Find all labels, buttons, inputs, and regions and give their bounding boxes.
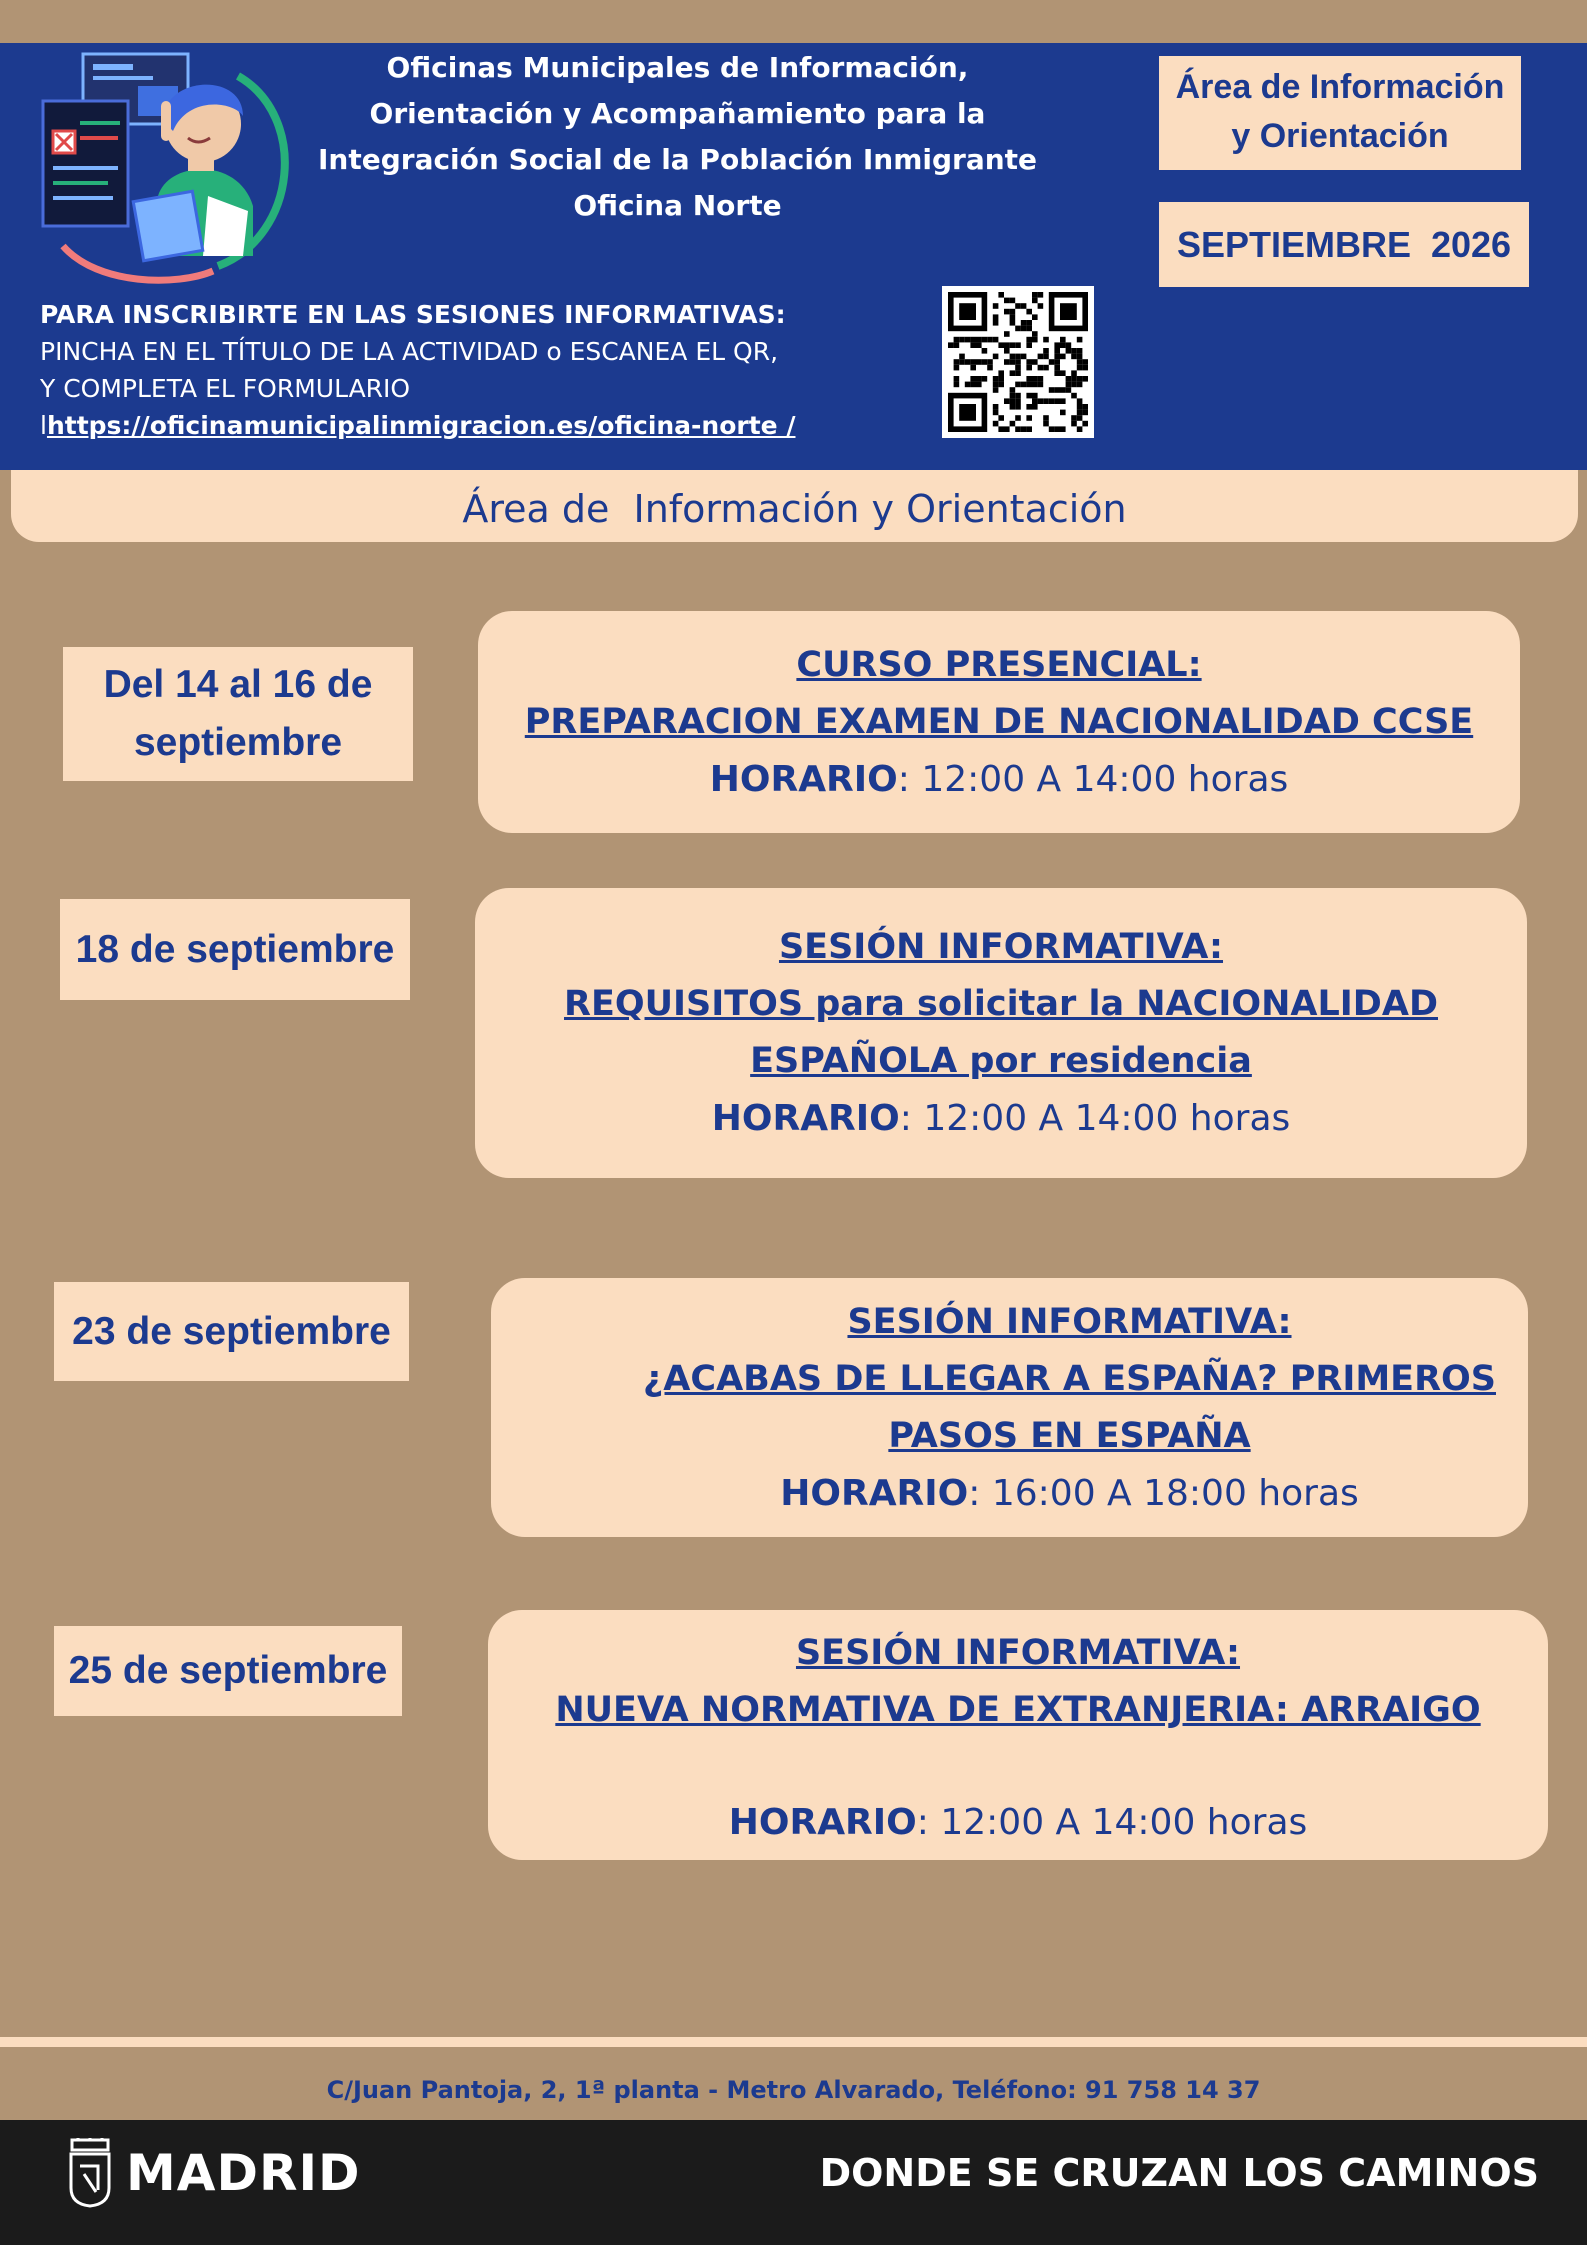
inscription-block (40, 296, 795, 444)
qr-module (1004, 342, 1010, 348)
qr-module (1077, 359, 1083, 365)
qr-module (948, 342, 954, 348)
qr-module (1032, 292, 1038, 298)
qr-module (1054, 359, 1060, 365)
inscription-heading: PARA INSCRIBIRTE EN LAS SESIONES INFORMATIVAS: (40, 300, 786, 329)
qr-module (1077, 404, 1083, 410)
qr-module (993, 354, 999, 360)
qr-module (987, 365, 993, 371)
qr-module (954, 337, 960, 343)
qr-module (1054, 342, 1060, 348)
qr-module (1010, 354, 1016, 360)
qr-module (1071, 421, 1077, 427)
schedule-value: : 12:00 A 14:00 horas (899, 1098, 1291, 1139)
qr-module (1010, 314, 1016, 320)
qr-module (1015, 342, 1021, 348)
qr-module (1004, 331, 1010, 337)
qr-module (1021, 303, 1027, 309)
qr-module (1077, 398, 1083, 404)
qr-module (998, 415, 1004, 421)
card-spacer (488, 1739, 1548, 1794)
event-card (491, 1278, 1528, 1537)
qr-module (1077, 426, 1083, 432)
qr-module (1032, 359, 1038, 365)
qr-module (1032, 314, 1038, 320)
qr-module (970, 342, 976, 348)
qr-module (1066, 342, 1072, 348)
qr-module (1021, 354, 1027, 360)
qr-module (1038, 303, 1044, 309)
qr-module (1026, 426, 1032, 432)
person-with-documents-illustration (38, 46, 303, 286)
event-title-line[interactable]: SESIÓN INFORMATIVA: (778, 927, 1224, 967)
qr-module (987, 337, 993, 343)
qr-module (1054, 370, 1060, 376)
qr-module (993, 410, 999, 416)
qr-module (1032, 298, 1038, 304)
qr-module (1054, 387, 1060, 393)
qr-module (1038, 382, 1044, 388)
qr-module (976, 376, 982, 382)
qr-module (1066, 382, 1072, 388)
qr-module (1026, 415, 1032, 421)
qr-module (1071, 393, 1077, 399)
qr-module (970, 337, 976, 343)
schedule-value: : 16:00 A 18:00 horas (968, 1472, 1359, 1514)
qr-module (1082, 421, 1088, 427)
qr-module (970, 365, 976, 371)
qr-module (1071, 370, 1077, 376)
qr-module (1004, 398, 1010, 404)
qr-module (1026, 320, 1032, 326)
qr-module (1021, 320, 1027, 326)
event-schedule (611, 1465, 1528, 1522)
month-badge: SEPTIEMBRE 2026 (1159, 202, 1529, 287)
qr-module (1071, 348, 1077, 354)
qr-module (1077, 415, 1083, 421)
event-schedule (475, 1090, 1527, 1147)
event-date (54, 1626, 402, 1716)
qr-module (970, 359, 976, 365)
madrid-logo-text: MADRID (126, 2144, 361, 2202)
qr-module (1077, 365, 1083, 371)
schedule-label: HORARIO (711, 1098, 900, 1139)
event-date (54, 1282, 409, 1381)
qr-module (1038, 292, 1044, 298)
qr-module (1043, 398, 1049, 404)
event-date-text: 25 de septiembre (68, 1649, 388, 1692)
qr-module (1060, 426, 1066, 432)
qr-module (987, 359, 993, 365)
qr-module (1077, 410, 1083, 416)
qr-code-graphic (942, 286, 1094, 438)
footer-divider (0, 2037, 1587, 2047)
area-badge (1159, 56, 1521, 170)
qr-module (1021, 426, 1027, 432)
qr-module (1015, 365, 1021, 371)
qr-module (959, 354, 965, 360)
qr-module (1043, 348, 1049, 354)
qr-module (1010, 298, 1016, 304)
header-title-line: Oficinas Municipales de Información, (386, 51, 969, 84)
qr-module (1038, 354, 1044, 360)
qr-module (1032, 376, 1038, 382)
qr-module (998, 342, 1004, 348)
area-badge-line: y Orientación (1231, 117, 1449, 155)
qr-module (1026, 382, 1032, 388)
qr-module (1010, 370, 1016, 376)
event-card (475, 888, 1527, 1178)
qr-module (993, 382, 999, 388)
qr-module (954, 365, 960, 371)
qr-module (1032, 382, 1038, 388)
footer-address: C/Juan Pantoja, 2, 1ª planta - Metro Alvarado, Teléfono: 91 758 14 37 (326, 2076, 1261, 2104)
inscription-line: PINCHA EN EL TÍTULO DE LA ACTIVIDAD o ESCANEA EL QR, (40, 337, 779, 366)
qr-module (1060, 337, 1066, 343)
qr-module (1043, 365, 1049, 371)
qr-module (1021, 382, 1027, 388)
registration-link[interactable]: https://oficinamunicipalinmigracion.es/oficina-norte / (46, 411, 796, 440)
qr-module (1015, 303, 1021, 309)
area-section-title: Área de Información y Orientación (11, 470, 1578, 542)
qr-module (1077, 354, 1083, 360)
qr-module (998, 376, 1004, 382)
qr-module (1060, 410, 1066, 416)
qr-module (1010, 404, 1016, 410)
qr-module (993, 387, 999, 393)
qr-module (1021, 326, 1027, 332)
qr-module (1082, 404, 1088, 410)
madrid-logo (68, 2133, 361, 2213)
qr-module (1026, 337, 1032, 343)
qr-module (1077, 337, 1083, 343)
event-title-line[interactable]: NUEVA NORMATIVA DE EXTRANJERIA: ARRAIGO (555, 1690, 1481, 1730)
event-title-line[interactable]: PASOS EN ESPAÑA (888, 1415, 1251, 1456)
qr-module (1015, 393, 1021, 399)
qr-module (1054, 398, 1060, 404)
qr-module (1049, 398, 1055, 404)
qr-module (1038, 398, 1044, 404)
event-title-line[interactable]: SESIÓN INFORMATIVA: (847, 1301, 1292, 1342)
event-title-line[interactable]: ESPAÑOLA por residencia (750, 1041, 1252, 1081)
qr-module (1043, 421, 1049, 427)
qr-module (1004, 426, 1010, 432)
qr-module (965, 337, 971, 343)
qr-module (1010, 398, 1016, 404)
event-schedule (488, 1794, 1548, 1851)
qr-module (954, 342, 960, 348)
schedule-value: : 12:00 A 14:00 horas (916, 1802, 1308, 1843)
event-date-text: 23 de septiembre (72, 1309, 391, 1353)
qr-module (1049, 426, 1055, 432)
qr-module (993, 337, 999, 343)
qr-module (998, 426, 1004, 432)
qr-code-icon[interactable] (942, 286, 1094, 438)
inscription-link-line (40, 407, 795, 444)
event-date-text: Del 14 al 16 de septiembre (103, 663, 373, 764)
qr-module (1015, 426, 1021, 432)
qr-module (1082, 365, 1088, 371)
qr-module (1004, 348, 1010, 354)
qr-module (1049, 359, 1055, 365)
event-date-text: 18 de septiembre (75, 927, 395, 971)
event-date (63, 647, 413, 781)
qr-module (1026, 326, 1032, 332)
qr-module (1066, 376, 1072, 382)
qr-module (1071, 376, 1077, 382)
qr-module (1077, 382, 1083, 388)
qr-module (1015, 404, 1021, 410)
qr-module (982, 359, 988, 365)
qr-module (1032, 393, 1038, 399)
qr-module (1049, 387, 1055, 393)
qr-module (1004, 309, 1010, 315)
area-badge-line: Área de Información (1175, 68, 1505, 106)
event-card (488, 1610, 1548, 1860)
qr-module (993, 320, 999, 326)
event-title-line[interactable]: REQUISITOS para solicitar la NACIONALIDAD (564, 984, 1438, 1024)
qr-module (965, 359, 971, 365)
qr-module (954, 376, 960, 382)
qr-module (1071, 415, 1077, 421)
qr-module (954, 382, 960, 388)
qr-module (1066, 348, 1072, 354)
qr-module (1026, 404, 1032, 410)
qr-module (1082, 359, 1088, 365)
qr-module (1026, 309, 1032, 315)
qr-module (993, 314, 999, 320)
qr-module (1054, 348, 1060, 354)
qr-module (1032, 337, 1038, 343)
event-date (60, 899, 410, 1000)
qr-module (1026, 376, 1032, 382)
qr-module (993, 303, 999, 309)
qr-module (1043, 337, 1049, 343)
qr-module (1060, 354, 1066, 360)
header-title-line: Integración Social de la Población Inmigrante (317, 143, 1038, 176)
qr-module (1026, 359, 1032, 365)
qr-module (1015, 359, 1021, 365)
qr-module (1032, 331, 1038, 337)
qr-module (1032, 404, 1038, 410)
qr-module (1015, 398, 1021, 404)
qr-module (982, 348, 988, 354)
event-title-line[interactable]: PREPARACION EXAMEN DE NACIONALIDAD CCSE (524, 701, 1474, 742)
qr-module (982, 376, 988, 382)
schedule-label: HORARIO (709, 758, 898, 800)
qr-module (1010, 342, 1016, 348)
qr-module (954, 359, 960, 365)
qr-module (1010, 320, 1016, 326)
qr-module (1077, 348, 1083, 354)
qr-module (998, 292, 1004, 298)
qr-module (1082, 376, 1088, 382)
qr-module (1082, 410, 1088, 416)
qr-module (993, 421, 999, 427)
qr-module (1077, 376, 1083, 382)
qr-module (970, 382, 976, 388)
qr-finder (959, 404, 976, 421)
qr-module (1015, 370, 1021, 376)
qr-module (1015, 382, 1021, 388)
event-card (478, 611, 1520, 833)
qr-module (1015, 354, 1021, 360)
qr-module (1010, 393, 1016, 399)
qr-finder (1060, 303, 1077, 320)
schedule-label: HORARIO (780, 1472, 969, 1514)
qr-module (1038, 365, 1044, 371)
header-title-line: Oficina Norte (573, 189, 782, 222)
qr-module (959, 337, 965, 343)
qr-module (1054, 365, 1060, 371)
qr-module (1010, 387, 1016, 393)
qr-module (1015, 415, 1021, 421)
qr-module (1060, 342, 1066, 348)
qr-module (965, 382, 971, 388)
schedule-label: HORARIO (728, 1802, 917, 1843)
qr-module (959, 359, 965, 365)
qr-finder (959, 303, 976, 320)
madrid-shield-icon (68, 2138, 112, 2208)
qr-module (1043, 354, 1049, 360)
qr-module (1010, 309, 1016, 315)
link-prefix: l (40, 411, 47, 440)
event-title-line[interactable]: ¿ACABAS DE LLEGAR A ESPAÑA? PRIMEROS (643, 1358, 1496, 1399)
qr-module (993, 376, 999, 382)
event-schedule (478, 751, 1520, 808)
qr-module (998, 382, 1004, 388)
header-title-line: Orientación y Acompañamiento para la (369, 97, 986, 130)
footer-tagline: DONDE SE CRUZAN LOS CAMINOS (819, 2151, 1539, 2195)
qr-module (976, 342, 982, 348)
qr-module (1071, 354, 1077, 360)
qr-module (1043, 415, 1049, 421)
qr-module (1060, 398, 1066, 404)
qr-module (1026, 342, 1032, 348)
qr-module (1004, 359, 1010, 365)
qr-module (1054, 426, 1060, 432)
event-title-line[interactable]: CURSO PRESENCIAL: (796, 644, 1202, 685)
qr-module (1015, 326, 1021, 332)
qr-module (1026, 393, 1032, 399)
qr-module (1010, 359, 1016, 365)
qr-module (976, 337, 982, 343)
qr-module (1038, 376, 1044, 382)
schedule-value: : 12:00 A 14:00 horas (897, 758, 1289, 800)
qr-module (1026, 365, 1032, 371)
qr-module (1032, 398, 1038, 404)
event-title-line[interactable]: SESIÓN INFORMATIVA: (795, 1633, 1241, 1673)
qr-module (998, 370, 1004, 376)
qr-module (976, 359, 982, 365)
qr-module (1010, 421, 1016, 427)
qr-module (1004, 298, 1010, 304)
qr-module (1054, 354, 1060, 360)
qr-module (976, 382, 982, 388)
qr-module (993, 404, 999, 410)
qr-module (1066, 387, 1072, 393)
qr-module (982, 337, 988, 343)
qr-module (1071, 382, 1077, 388)
qr-module (970, 376, 976, 382)
inscription-line: Y COMPLETA EL FORMULARIO (40, 374, 411, 403)
header-title (300, 45, 1055, 229)
qr-module (1060, 370, 1066, 376)
qr-module (1060, 387, 1066, 393)
